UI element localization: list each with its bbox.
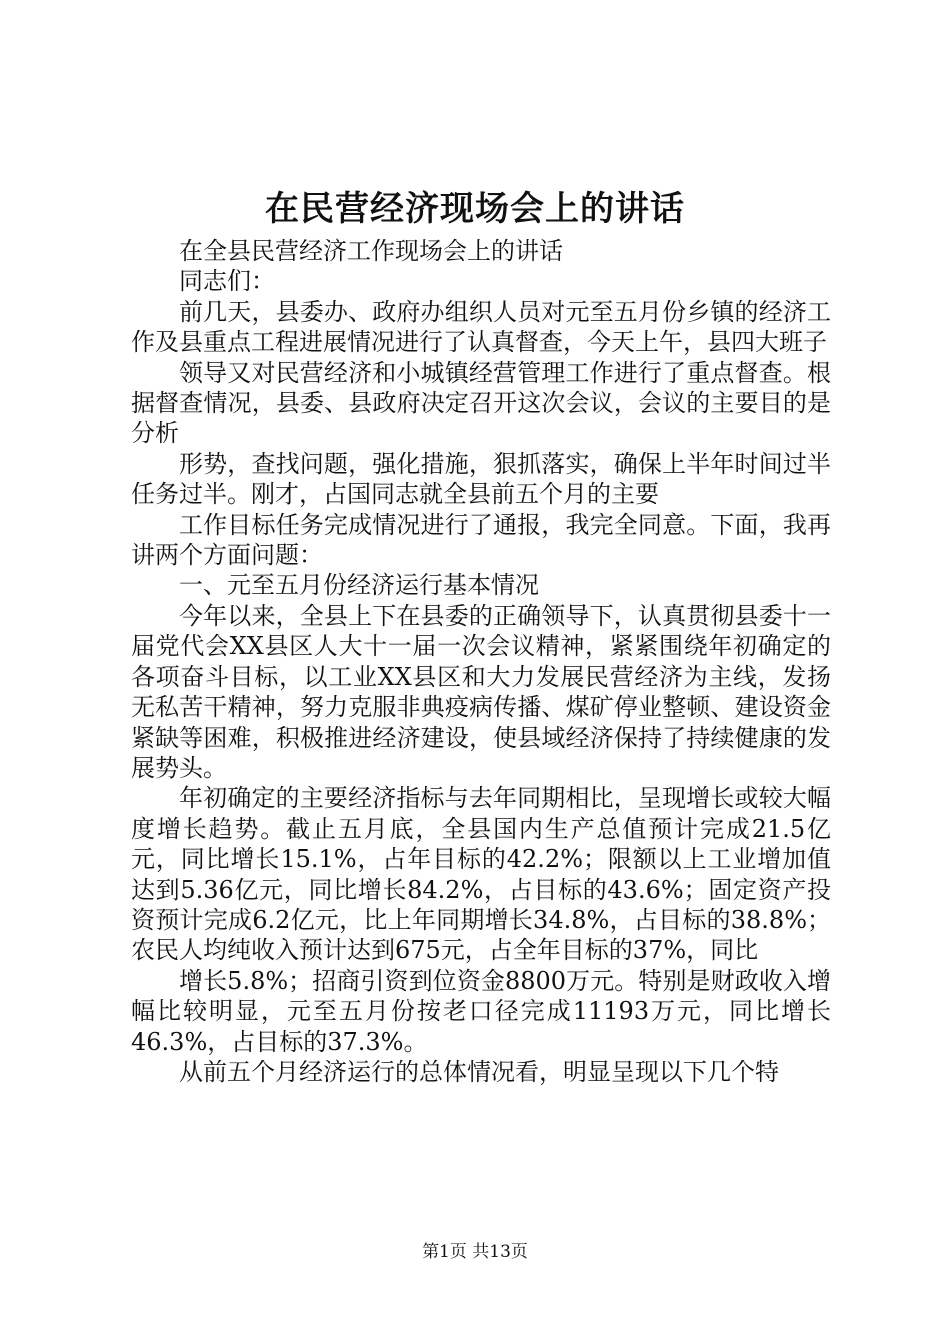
body-paragraph: 形势，查找问题，强化措施，狠抓落实，确保上半年时间过半任务过半。刚才，占国同志就全县前五个月的主要 [131, 449, 831, 509]
body-paragraph: 前几天，县委办、政府办组织人员对元至五月份乡镇的经济工作及县重点工程进展情况进行了认真督查，今天上午，县四大班子 [131, 297, 831, 357]
document-body [131, 236, 831, 1087]
salutation-paragraph: 同志们： [179, 267, 275, 296]
body-paragraph: 领导又对民营经济和小城镇经营管理工作进行了重点督查。根据督查情况，县委、县政府决定召开这次会议，会议的主要目的是分析 [131, 358, 831, 448]
body-paragraph: 工作目标任务完成情况进行了通报，我完全同意。下面，我再讲两个方面问题： [131, 510, 831, 570]
body-paragraph: 增长5.8%；招商引资到位资金8800万元。特别是财政收入增幅比较明显，元至五月份按老口径完成11193万元，同比增长46.3%，占目标的37.3%。 [131, 966, 831, 1056]
page-number-footer: 第1页 共13页 [422, 1242, 528, 1262]
body-paragraph: 年初确定的主要经济指标与去年同期相比，呈现增长或较大幅度增长趋势。截止五月底，全县国内生产总值预计完成21.5亿元，同比增长15.1%，占年目标的42.2%；限额以上工业增加值达到5.36亿元，同比增长84.2%，占目标的43.6%；固定资产投资预计完成6.2亿元，比上年同期增长34.8%，占目标的38.8%；农民人均纯收入预计达到675元，占全年目标的37%，同比 [131, 784, 831, 965]
document-title: 在民营经济现场会上的讲话 [265, 189, 685, 229]
body-paragraph: 从前五个月经济运行的总体情况看，明显呈现以下几个特 [179, 1057, 779, 1086]
section-heading: 一、元至五月份经济运行基本情况 [179, 571, 539, 600]
body-paragraph: 今年以来，全县上下在县委的正确领导下，认真贯彻县委十一届党代会XX县区人大十一届一次会议精神，紧紧围绕年初确定的各项奋斗目标，以工业XX县区和大力发展民营经济为主线，发扬无私苦干精神，努力克服非典疫病传播、煤矿停业整顿、建设资金紧缺等困难，积极推进经济建设，使县域经济保持了持续健康的发展势头。 [131, 601, 831, 782]
subtitle-paragraph: 在全县民营经济工作现场会上的讲话 [179, 237, 563, 265]
